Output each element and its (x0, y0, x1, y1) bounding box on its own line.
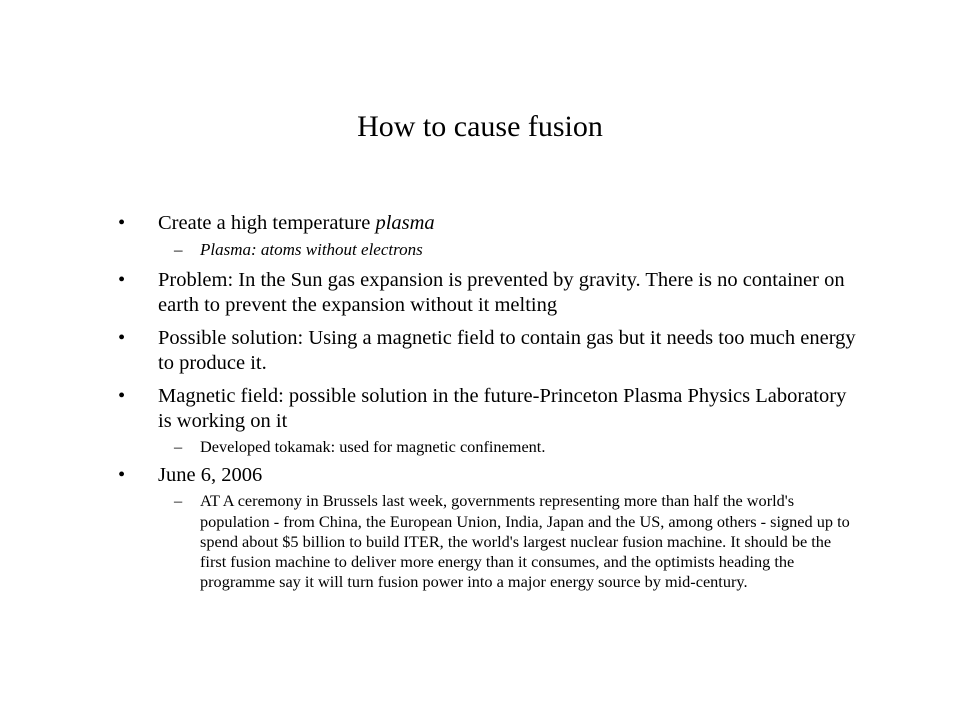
sub-bullet-iter-article (118, 491, 860, 592)
sub-bullet-dash: – (174, 491, 183, 511)
bullet-dot: • (118, 327, 126, 349)
bullet-text: Possible solution: Using a magnetic field to contain gas but it needs too much energy to produce it. (158, 327, 856, 374)
bullet-dot: • (118, 269, 126, 291)
bullet-italic-text: plasma (375, 212, 435, 234)
sub-bullet-text: Plasma: atoms without electrons (200, 240, 423, 259)
sub-bullet-plasma-definition (118, 239, 860, 260)
slide-title: How to cause fusion (357, 110, 603, 143)
sub-bullet-dash: – (174, 437, 183, 456)
sub-bullet-text: Developed tokamak: used for magnetic confinement. (200, 437, 546, 456)
bullet-text: June 6, 2006 (158, 464, 263, 487)
bullet-problem (118, 268, 860, 318)
bullet-dot: • (118, 385, 126, 407)
sub-bullet-tokamak (118, 437, 860, 457)
bullet-text: Create a high temperature (158, 212, 376, 234)
sub-bullet-text: AT A ceremony in Brussels last week, governments representing more than half the world's population - from China, the European Union, India, Japan and the US, among others - signed up to spend about $5 billion to build ITER, the world's largest nuclear fusion machine. It should be the first fusion machine to deliver more energy than it consumes, and the optimists heading the programme say it will turn fusion power into a major energy source by mid-century. (200, 491, 850, 592)
bullet-create-plasma (118, 211, 860, 236)
bullet-possible-solution (118, 326, 860, 376)
bullet-text: Magnetic field: possible solution in the future-Princeton Plasma Physics Laboratory is working on it (158, 385, 847, 432)
sub-bullet-dash: – (174, 240, 183, 259)
slide-content (118, 211, 860, 593)
bullet-dot: • (118, 464, 126, 487)
bullet-dot: • (118, 212, 126, 234)
bullet-date (118, 463, 860, 488)
bullet-magnetic-field (118, 384, 860, 434)
bullet-text: Problem: In the Sun gas expansion is prevented by gravity. There is no container on earth to prevent the expansion without it melting (158, 269, 845, 316)
